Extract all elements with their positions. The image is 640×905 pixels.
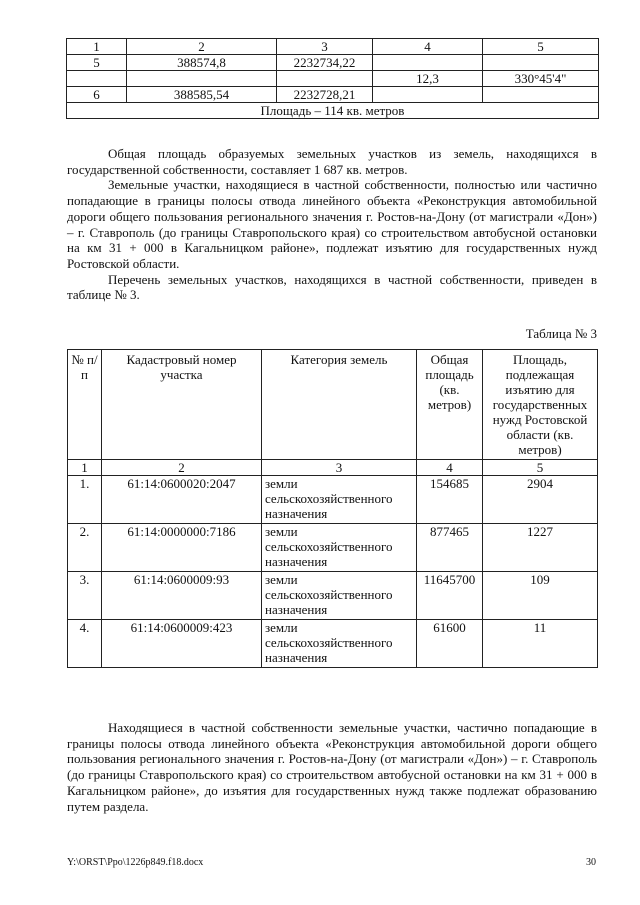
land-category: земли сельскохозяйственного назначения [262, 476, 417, 524]
column-number: 5 [483, 460, 598, 476]
column-number: 4 [417, 460, 483, 476]
row-number: 4. [68, 620, 102, 668]
table-row [67, 55, 599, 71]
column-number: 1 [68, 460, 102, 476]
seized-area: 11 [483, 620, 598, 668]
header-cell: Общая площадь (кв. метров) [417, 350, 483, 460]
table-header-row [68, 350, 598, 460]
seized-area: 109 [483, 572, 598, 620]
paragraphs-block-1 [67, 146, 597, 303]
total-area: 11645700 [417, 572, 483, 620]
angle: 330°45'4" [483, 71, 599, 87]
header-cell: Площадь, подлежащая изъятию для государственных нужд Ростовской области (кв. метров) [483, 350, 598, 460]
table-row [68, 572, 598, 620]
table-row [67, 87, 599, 103]
coord-y [277, 71, 373, 87]
point-number [67, 71, 127, 87]
seized-area: 1227 [483, 524, 598, 572]
header-cell: № п/п [68, 350, 102, 460]
header-cell: 1 [67, 39, 127, 55]
seized-area: 2904 [483, 476, 598, 524]
header-cell: 2 [127, 39, 277, 55]
coord-x: 388574,8 [127, 55, 277, 71]
paragraph-private-plots: Земельные участки, находящиеся в частной собственности, полностью или частично попадающие в границы полосы отвода линейного объекта «Реконструкция автомобильной дороги общего пользования регионального значения г. Ростов-на-Дону (от магистрали «Дон») – г. Ставрополь (до границы Ставропольского края) со строительством автобусной остановки на км 31 + 000 в Кагальницком районе», подлежат изъятию для государственных нужд Ростовской области. [67, 177, 597, 271]
column-number: 2 [102, 460, 262, 476]
point-number: 6 [67, 87, 127, 103]
page-number: 30 [586, 857, 596, 868]
total-area: 154685 [417, 476, 483, 524]
header-cell: Кадастровый номер участка [102, 350, 262, 460]
table-row [67, 71, 599, 87]
table-row [68, 476, 598, 524]
cadastral-number: 61:14:0600009:93 [102, 572, 262, 620]
coord-x: 388585,54 [127, 87, 277, 103]
land-category: земли сельскохозяйственного назначения [262, 524, 417, 572]
column-number-row [68, 460, 598, 476]
header-cell: 5 [483, 39, 599, 55]
distance [373, 87, 483, 103]
point-number: 5 [67, 55, 127, 71]
row-number: 2. [68, 524, 102, 572]
distance [373, 55, 483, 71]
paragraphs-block-2 [67, 720, 597, 814]
header-cell: 3 [277, 39, 373, 55]
table-header-row [67, 39, 599, 55]
cadastral-number: 61:14:0600009:423 [102, 620, 262, 668]
coordinates-table [66, 38, 599, 119]
total-area: 877465 [417, 524, 483, 572]
distance: 12,3 [373, 71, 483, 87]
land-category: земли сельскохозяйственного назначения [262, 620, 417, 668]
total-area: 61600 [417, 620, 483, 668]
private-plots-table [67, 349, 598, 668]
cadastral-number: 61:14:0000000:7186 [102, 524, 262, 572]
coord-y: 2232734,22 [277, 55, 373, 71]
header-cell: 4 [373, 39, 483, 55]
land-category: земли сельскохозяйственного назначения [262, 572, 417, 620]
coord-y: 2232728,21 [277, 87, 373, 103]
paragraph-total-area: Общая площадь образуемых земельных участков из земель, находящихся в государственной собственности, составляет 1 687 кв. метров. [67, 146, 597, 177]
row-number: 3. [68, 572, 102, 620]
column-number: 3 [262, 460, 417, 476]
header-cell: Категория земель [262, 350, 417, 460]
row-number: 1. [68, 476, 102, 524]
paragraph-list-reference: Перечень земельных участков, находящихся в частной собственности, приведен в таблице № 3. [67, 271, 597, 303]
area-row [67, 103, 599, 119]
table-row [68, 620, 598, 668]
cadastral-number: 61:14:0600020:2047 [102, 476, 262, 524]
paragraph-partition: Находящиеся в частной собственности земельные участки, частично попадающие в границы полосы отвода линейного объекта «Реконструкция автомобильной дороги общего пользования регионального значения г. Ростов-на-Дону (от магистрали «Дон») – г. Ставрополь (до границы Ставропольского края) со строительством автобусной остановки на км 31 + 000 в Кагальницком районе», до изъятия для государственных нужд также подлежат образованию путем раздела. [67, 720, 597, 814]
table-caption: Таблица № 3 [525, 326, 597, 341]
angle [483, 55, 599, 71]
footer-file-path: Y:\ORST\Ppo\1226p849.f18.docx [67, 857, 204, 868]
angle [483, 87, 599, 103]
coord-x [127, 71, 277, 87]
area-note: Площадь – 114 кв. метров [67, 103, 599, 119]
table-row [68, 524, 598, 572]
